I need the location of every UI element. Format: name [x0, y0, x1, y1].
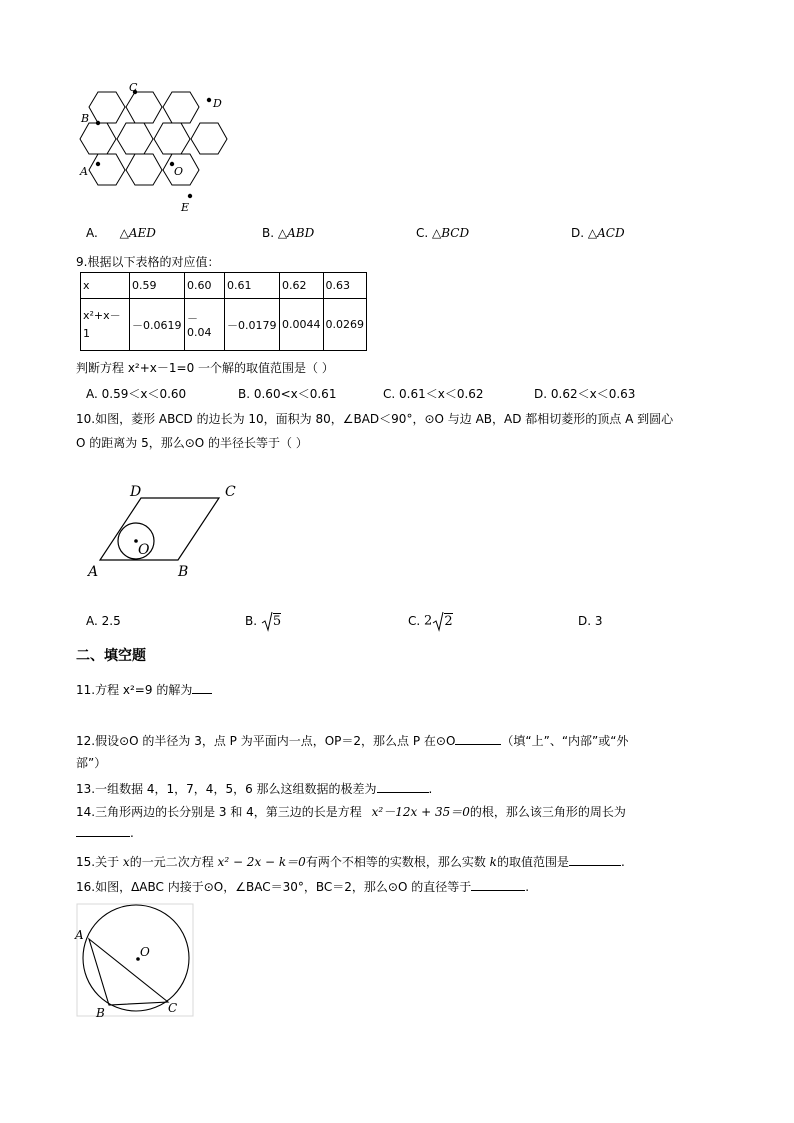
table-cell: x [81, 273, 130, 299]
point-label-c: C [129, 81, 138, 94]
answer-blank[interactable] [377, 782, 429, 793]
point-label-b: B [81, 112, 90, 125]
period: . [130, 826, 134, 840]
point-label-o: O [174, 165, 184, 178]
option-value: BCD [441, 226, 470, 240]
point-label-c: C [168, 1001, 178, 1015]
q10-option-b[interactable] [245, 610, 281, 632]
q12-line1 [76, 732, 629, 749]
table-row-header: x²+x－1 [81, 299, 130, 351]
q9-option-d[interactable]: D. 0.62＜x＜0.63 [534, 387, 636, 401]
sqrt-sign-icon [432, 610, 444, 632]
q14-line1 [76, 803, 626, 820]
option-value: ABD [287, 226, 315, 240]
point-label-b: B [96, 1006, 105, 1020]
q15 [76, 853, 625, 870]
point-label-a: A [88, 564, 99, 580]
triangle-symbol: △ [432, 226, 442, 240]
period: . [428, 782, 433, 796]
point-label-a: A [75, 928, 84, 942]
q14-equation: x²－12x + 35＝0 [371, 805, 470, 819]
sqrt-sign-icon [261, 610, 273, 632]
q9-option-a[interactable]: A. 0.59＜x＜0.60 [86, 387, 187, 401]
inscribed-triangle-figure [72, 902, 198, 1020]
period: . [620, 855, 625, 869]
q8-option-c[interactable] [416, 226, 469, 240]
point-label-o: O [140, 945, 150, 959]
answer-blank[interactable] [192, 683, 212, 694]
table-cell: 0.63 [323, 273, 367, 299]
option-key: C. [408, 614, 421, 628]
section-title: 二、填空题 [76, 648, 146, 664]
q9-value-table [80, 272, 367, 351]
q14-text1: 14.三角形两边的长分别是 3 和 4，第三边的长是方程 [76, 805, 362, 819]
option-value: AED [128, 226, 156, 240]
table-cell: 0.60 [185, 273, 225, 299]
radicand: 2 [444, 613, 453, 629]
answer-blank[interactable] [569, 855, 621, 866]
table-cell: －0.0619 [130, 299, 185, 351]
q15-text: 有两个不相等的实数根，那么实数 [305, 855, 486, 869]
option-key: B. [262, 226, 275, 240]
variable-x: x [122, 855, 130, 869]
answer-blank[interactable] [455, 734, 501, 745]
q14-text2: 的根，那么该三角形的周长为 [469, 805, 626, 819]
q10-option-a[interactable]: A. 2.5 [86, 614, 121, 628]
q15-text: 15.关于 [76, 855, 120, 869]
q15-text: 的取值范围是 [496, 855, 569, 869]
q13-text: 13.一组数据 4，1，7，4，5，6 那么这组数据的极差为 [76, 782, 377, 796]
triangle-symbol: △ [277, 226, 288, 240]
coefficient: 2 [424, 613, 433, 629]
answer-blank[interactable] [471, 880, 525, 891]
answer-blank[interactable] [76, 826, 130, 837]
point-label-d: D [213, 97, 222, 110]
q9-option-b[interactable]: B. 0.60<x＜0.61 [238, 387, 337, 401]
option-value: ACD [597, 226, 625, 240]
q10-stem-line1: 10.如图，菱形 ABCD 的边长为 10，面积为 80，∠BAD＜90°，⊙O 与边 AB，AD 都相切菱形的顶点 A 到圆心 [76, 412, 674, 426]
variable-k: k [489, 855, 497, 869]
table-cell: 0.61 [225, 273, 280, 299]
q15-equation: x² − 2x − k＝0 [217, 855, 306, 869]
q9-option-c[interactable]: C. 0.61＜x＜0.62 [383, 387, 484, 401]
q11-text: 11.方程 x²=9 的解为 [76, 683, 193, 697]
q13 [76, 780, 432, 797]
option-key: A. [86, 226, 98, 240]
q11 [76, 681, 212, 698]
q8-option-b[interactable] [262, 226, 314, 240]
period: . [525, 880, 530, 894]
q9-stem: 9.根据以下表格的对应值： [76, 255, 220, 269]
option-key: C. [416, 226, 429, 240]
hexagon-grid-figure [70, 80, 240, 215]
q12-text: 12.假设⊙O 的半径为 3，点 P 为平面内一点，OP＝2，那么点 P 在⊙O [76, 734, 456, 748]
option-key: D. [571, 226, 585, 240]
point-label-o: O [138, 542, 150, 558]
table-cell: 0.62 [280, 273, 324, 299]
triangle-symbol: △ [587, 226, 598, 240]
point-label-c: C [225, 484, 236, 500]
q12-hint: （填“上”、“内部”或“外 [501, 734, 629, 748]
triangle-symbol: △ [119, 226, 129, 240]
radicand: 5 [272, 613, 282, 629]
q8-option-d[interactable] [571, 226, 625, 240]
q15-text: 的一元二次方程 [129, 855, 214, 869]
point-label-e: E [181, 201, 190, 214]
q9-question: 判断方程 x²+x－1=0 一个解的取值范围是（ ） [76, 361, 334, 375]
table-cell: 0.0044 [280, 299, 324, 351]
table-cell: －0.04 [185, 299, 225, 351]
table-cell: 0.0269 [323, 299, 367, 351]
q10-option-d[interactable]: D. 3 [578, 614, 603, 628]
q16 [76, 878, 529, 895]
rhombus-figure [82, 478, 252, 586]
q12-line2: 部”） [76, 756, 107, 770]
point-label-a: A [80, 165, 88, 178]
q16-text: 16.如图，ΔABC 内接于⊙O，∠BAC＝30°，BC＝2，那么⊙O 的直径等于 [76, 880, 472, 894]
point-label-d: D [130, 484, 142, 500]
table-cell: －0.0179 [225, 299, 280, 351]
table-cell: 0.59 [130, 273, 185, 299]
q10-option-c[interactable] [408, 610, 453, 632]
point-label-b: B [178, 564, 189, 580]
q10-stem-line2: O 的距离为 5，那么⊙O 的半径长等于（ ） [76, 436, 308, 450]
q14-line2 [76, 826, 134, 840]
option-key: B. [245, 614, 258, 628]
q8-option-a[interactable] [86, 226, 156, 240]
